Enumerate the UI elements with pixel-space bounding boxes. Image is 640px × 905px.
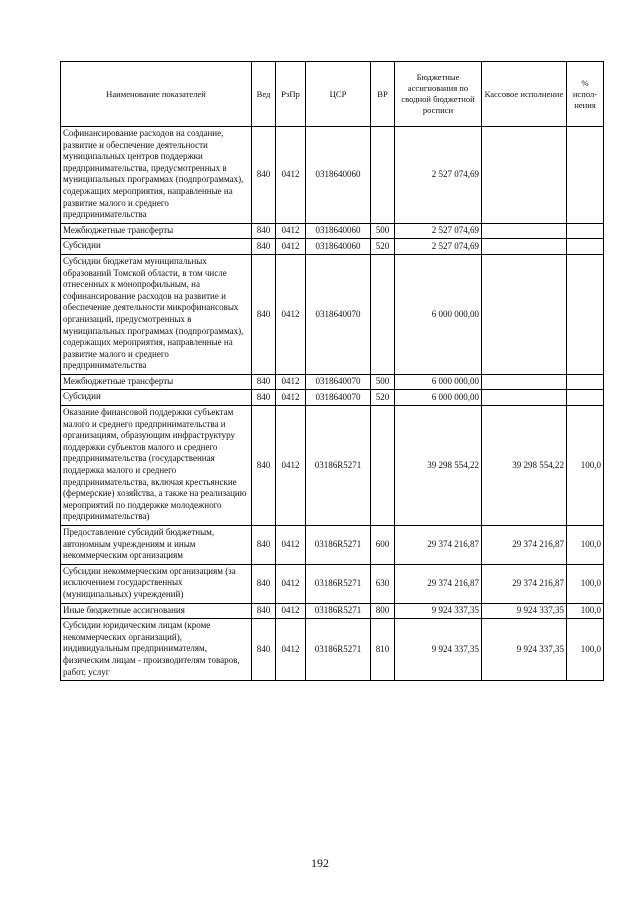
table-row: [61, 239, 604, 255]
table-row: [61, 127, 604, 224]
page-number: 192: [311, 856, 329, 870]
row-name: Субсидии: [61, 390, 252, 406]
row-execution-percent: 100,0: [567, 619, 604, 681]
row-name: Межбюджетные трансферты: [61, 374, 252, 390]
row-execution-percent: [567, 390, 604, 406]
row-execution-percent: [567, 254, 604, 374]
row-ved: 840: [252, 127, 276, 224]
row-vr: 630: [371, 564, 395, 603]
row-cash-execution: [482, 223, 567, 239]
row-rzpr: 0412: [276, 603, 306, 619]
row-rzpr: 0412: [276, 374, 306, 390]
row-cash-execution: 9 924 337,35: [482, 603, 567, 619]
row-ved: 840: [252, 374, 276, 390]
row-assignments: 2 527 074,69: [395, 127, 482, 224]
header-vr: ВР: [371, 62, 395, 127]
row-execution-percent: [567, 127, 604, 224]
row-vr: 520: [371, 390, 395, 406]
row-csr: 03186R5271: [306, 526, 371, 565]
row-cash-execution: 29 374 216,87: [482, 564, 567, 603]
row-assignments: 2 527 074,69: [395, 223, 482, 239]
row-csr: 03186R5271: [306, 564, 371, 603]
row-vr: 600: [371, 526, 395, 565]
table-header-row: [61, 62, 604, 127]
row-cash-execution: [482, 127, 567, 224]
row-cash-execution: [482, 254, 567, 374]
row-rzpr: 0412: [276, 254, 306, 374]
row-cash-execution: [482, 239, 567, 255]
row-rzpr: 0412: [276, 390, 306, 406]
row-rzpr: 0412: [276, 619, 306, 681]
header-csr: ЦСР: [306, 62, 371, 127]
table-row: [61, 406, 604, 526]
table-row: [61, 564, 604, 603]
budget-execution-table: [60, 61, 604, 681]
table-row: [61, 619, 604, 681]
row-name: Субсидии бюджетам муниципальных образований Томской области, в том числе отнесенных к монопрофильным, на софинансирование расходов на развитие и обеспечение деятельности микрофинансовых организаций, предусмотренных в муниципальных программах (подпрограммах), содержащих мероприятия, направленные на развитие малого и среднего предпринимательства: [61, 254, 252, 374]
row-assignments: 9 924 337,35: [395, 603, 482, 619]
row-ved: 840: [252, 619, 276, 681]
row-execution-percent: 100,0: [567, 406, 604, 526]
row-assignments: 6 000 000,00: [395, 254, 482, 374]
row-ved: 840: [252, 526, 276, 565]
row-cash-execution: [482, 374, 567, 390]
row-ved: 840: [252, 223, 276, 239]
row-name: Предоставление субсидий бюджетным, автономным учреждениям и иным некоммерческим организациям: [61, 526, 252, 565]
row-cash-execution: 9 924 337,35: [482, 619, 567, 681]
row-name: Субсидии некоммерческим организациям (за исключением государственных (муниципальных) учреждений): [61, 564, 252, 603]
row-ved: 840: [252, 239, 276, 255]
table-row: [61, 390, 604, 406]
row-csr: 0318640070: [306, 390, 371, 406]
header-name: Наименование показателей: [61, 62, 252, 127]
row-name: Оказание финансовой поддержки субъектам малого и среднего предпринимательства и организациям, образующим инфраструктуру поддержки субъектов малого и среднего предпринимательства (государственная поддержка малого и среднего предпринимательства, включая крестьянские (фермерские) хозяйства, а также на реализацию мероприятий по поддержке молодежного предпринимательства): [61, 406, 252, 526]
row-vr: 500: [371, 374, 395, 390]
row-execution-percent: [567, 223, 604, 239]
row-rzpr: 0412: [276, 239, 306, 255]
table-row: [61, 374, 604, 390]
row-cash-execution: 29 374 216,87: [482, 526, 567, 565]
row-name: Межбюджетные трансферты: [61, 223, 252, 239]
row-csr: 0318640070: [306, 374, 371, 390]
table-row: [61, 603, 604, 619]
row-cash-execution: 39 298 554,22: [482, 406, 567, 526]
row-vr: 520: [371, 239, 395, 255]
header-assignments: Бюджетные ассигнования по сводной бюджетной росписи: [395, 62, 482, 127]
row-execution-percent: 100,0: [567, 603, 604, 619]
row-assignments: 6 000 000,00: [395, 390, 482, 406]
row-rzpr: 0412: [276, 223, 306, 239]
row-assignments: 6 000 000,00: [395, 374, 482, 390]
row-csr: 0318640060: [306, 127, 371, 224]
row-assignments: 9 924 337,35: [395, 619, 482, 681]
row-csr: 03186R5271: [306, 603, 371, 619]
row-rzpr: 0412: [276, 127, 306, 224]
row-execution-percent: [567, 374, 604, 390]
row-execution-percent: [567, 239, 604, 255]
row-assignments: 29 374 216,87: [395, 526, 482, 565]
row-execution-percent: 100,0: [567, 526, 604, 565]
header-cash-execution: Кассовое исполнение: [482, 62, 567, 127]
row-ved: 840: [252, 390, 276, 406]
row-vr: [371, 254, 395, 374]
row-execution-percent: 100,0: [567, 564, 604, 603]
row-ved: 840: [252, 406, 276, 526]
header-execution-percent: % испол-нения: [567, 62, 604, 127]
row-csr: 03186R5271: [306, 406, 371, 526]
row-vr: [371, 127, 395, 224]
row-name: Иные бюджетные ассигнования: [61, 603, 252, 619]
table-row: [61, 254, 604, 374]
row-rzpr: 0412: [276, 406, 306, 526]
row-csr: 03186R5271: [306, 619, 371, 681]
row-ved: 840: [252, 254, 276, 374]
row-assignments: 39 298 554,22: [395, 406, 482, 526]
row-cash-execution: [482, 390, 567, 406]
row-rzpr: 0412: [276, 526, 306, 565]
row-csr: 0318640060: [306, 239, 371, 255]
row-csr: 0318640070: [306, 254, 371, 374]
table-row: [61, 223, 604, 239]
row-vr: 800: [371, 603, 395, 619]
row-vr: 500: [371, 223, 395, 239]
row-name: Субсидии: [61, 239, 252, 255]
row-vr: 810: [371, 619, 395, 681]
table-row: [61, 526, 604, 565]
row-name: Софинансирование расходов на создание, развитие и обеспечение деятельности муниципальных центров поддержки предпринимательства, предусмотренных в муниципальных программах (подпрограммах), содержащих мероприятия, направленные на развитие малого и среднего предпринимательства: [61, 127, 252, 224]
row-ved: 840: [252, 564, 276, 603]
row-rzpr: 0412: [276, 564, 306, 603]
row-vr: [371, 406, 395, 526]
header-rzpr: РзПр: [276, 62, 306, 127]
row-assignments: 2 527 074,69: [395, 239, 482, 255]
row-assignments: 29 374 216,87: [395, 564, 482, 603]
row-name: Субсидии юридическим лицам (кроме некоммерческих организаций), индивидуальным предпринимателям, физическим лицам - производителям товаров, работ, услуг: [61, 619, 252, 681]
header-ved: Вед: [252, 62, 276, 127]
row-ved: 840: [252, 603, 276, 619]
row-csr: 0318640060: [306, 223, 371, 239]
